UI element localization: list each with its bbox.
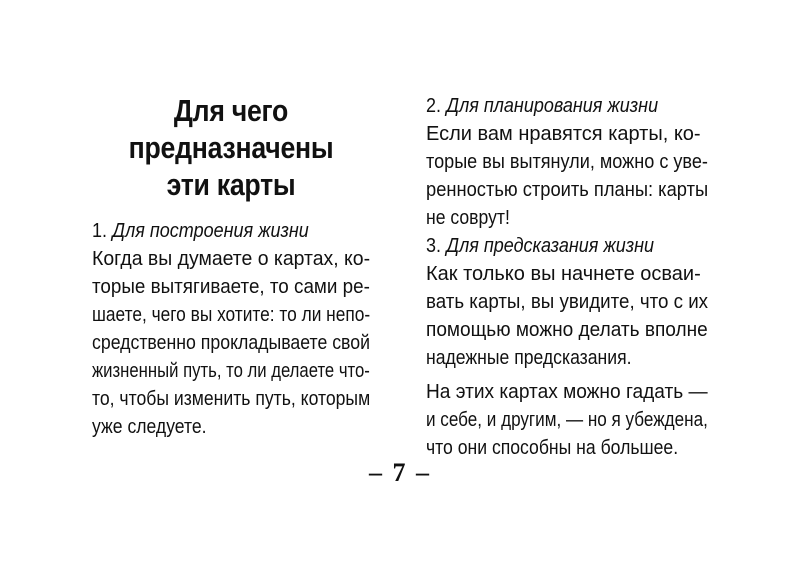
section-heading	[426, 232, 680, 260]
page-title	[111, 92, 350, 203]
paragraph	[426, 120, 708, 232]
paragraph	[92, 245, 370, 441]
text-line: Как только вы начнете осваи-	[426, 263, 701, 285]
title-line: эти карты	[166, 167, 296, 202]
text-line: торые вы вытянули, можно с уве-	[426, 151, 708, 173]
left-column	[92, 92, 370, 441]
text-line: что они способны на большее.	[426, 437, 679, 459]
text-line: шаете, чего вы хотите: то ли непо-	[92, 304, 371, 326]
section-number: 2.	[426, 95, 442, 117]
text-line: и себе, и другим, — но я убеждена,	[426, 409, 708, 431]
text-line: жизненный путь, то ли делаете что-	[92, 360, 370, 382]
text-line: надежные предсказания.	[426, 347, 632, 369]
section-heading	[426, 92, 680, 120]
paragraph	[426, 260, 708, 372]
text-line: торые вытягиваете, то сами ре-	[92, 276, 370, 298]
title-line: предназначены	[128, 130, 334, 165]
section-number: 1.	[92, 220, 108, 242]
text-line: Если вам нравятся карты, ко-	[426, 123, 701, 145]
section-number: 3.	[426, 235, 442, 257]
title-line: Для чего	[173, 93, 289, 128]
text-line: Когда вы думаете о картах, ко-	[92, 248, 371, 270]
section-heading	[92, 217, 342, 245]
text-line: помощью можно делать вполне	[426, 319, 708, 341]
text-line: то, чтобы изменить путь, которым	[92, 388, 371, 410]
right-column	[426, 92, 708, 462]
text-line: На этих картах можно гадать —	[426, 381, 708, 403]
section-heading-text: Для планирования жизни	[446, 95, 659, 117]
text-line: вать карты, вы увидите, что с их	[426, 291, 709, 313]
section-heading-text: Для предсказания жизни	[446, 235, 655, 257]
section-heading-text: Для построения жизни	[112, 220, 309, 242]
text-line: не соврут!	[426, 207, 510, 229]
text-line: средственно прокладываете свой	[92, 332, 371, 354]
paragraph	[426, 378, 708, 462]
text-line: ренностью строить планы: карты	[426, 179, 709, 201]
page-number: – 7 –	[369, 458, 431, 487]
text-line: уже следуете.	[92, 416, 207, 438]
